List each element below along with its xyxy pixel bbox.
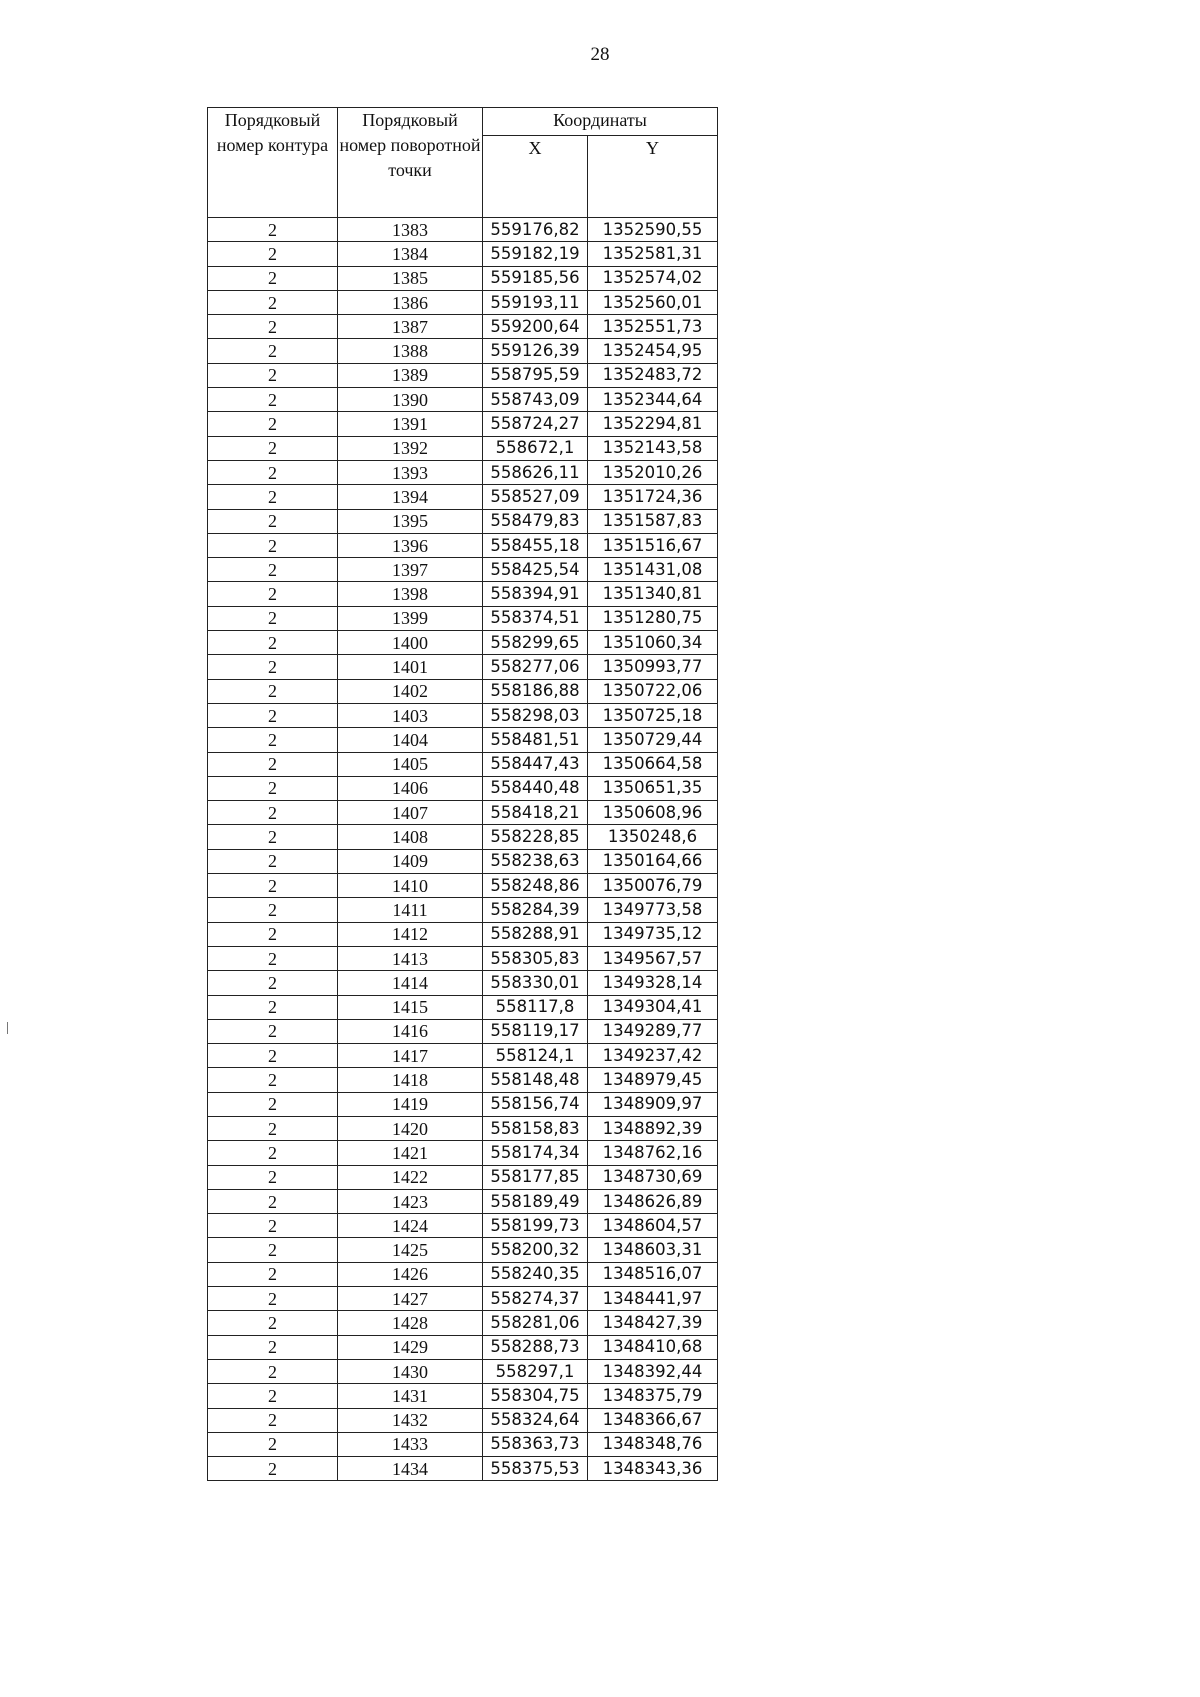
cell-x: 558324,64 xyxy=(483,1408,588,1432)
cell-point-number: 1388 xyxy=(338,339,483,363)
table-row xyxy=(208,922,718,946)
table-row xyxy=(208,1214,718,1238)
cell-point-number: 1432 xyxy=(338,1408,483,1432)
cell-contour-number: 2 xyxy=(208,825,338,849)
cell-point-number: 1389 xyxy=(338,363,483,387)
table-row xyxy=(208,436,718,460)
table-row xyxy=(208,1044,718,1068)
cell-contour-number: 2 xyxy=(208,1141,338,1165)
header-contour-number: Порядковый номер контура xyxy=(208,108,338,218)
cell-x: 559193,11 xyxy=(483,290,588,314)
cell-x: 559185,56 xyxy=(483,266,588,290)
cell-point-number: 1410 xyxy=(338,874,483,898)
cell-point-number: 1397 xyxy=(338,558,483,582)
cell-x: 558281,06 xyxy=(483,1311,588,1335)
table-row xyxy=(208,533,718,557)
cell-x: 559176,82 xyxy=(483,218,588,242)
cell-point-number: 1420 xyxy=(338,1116,483,1140)
cell-contour-number: 2 xyxy=(208,218,338,242)
cell-contour-number: 2 xyxy=(208,388,338,412)
cell-point-number: 1406 xyxy=(338,776,483,800)
cell-x: 558425,54 xyxy=(483,558,588,582)
cell-y: 1348730,69 xyxy=(588,1165,718,1189)
cell-contour-number: 2 xyxy=(208,1019,338,1043)
cell-x: 558240,35 xyxy=(483,1262,588,1286)
cell-point-number: 1422 xyxy=(338,1165,483,1189)
table-row xyxy=(208,703,718,727)
cell-point-number: 1409 xyxy=(338,849,483,873)
cell-x: 558288,73 xyxy=(483,1335,588,1359)
cell-point-number: 1399 xyxy=(338,606,483,630)
cell-point-number: 1403 xyxy=(338,703,483,727)
cell-contour-number: 2 xyxy=(208,703,338,727)
table-row xyxy=(208,1068,718,1092)
cell-point-number: 1398 xyxy=(338,582,483,606)
cell-point-number: 1426 xyxy=(338,1262,483,1286)
cell-y: 1352551,73 xyxy=(588,315,718,339)
cell-point-number: 1431 xyxy=(338,1384,483,1408)
cell-x: 558743,09 xyxy=(483,388,588,412)
cell-y: 1348604,57 xyxy=(588,1214,718,1238)
cell-contour-number: 2 xyxy=(208,606,338,630)
cell-x: 558479,83 xyxy=(483,509,588,533)
cell-y: 1351431,08 xyxy=(588,558,718,582)
table-row xyxy=(208,995,718,1019)
cell-contour-number: 2 xyxy=(208,1457,338,1481)
table-row xyxy=(208,266,718,290)
table-row xyxy=(208,825,718,849)
cell-y: 1348427,39 xyxy=(588,1311,718,1335)
cell-contour-number: 2 xyxy=(208,582,338,606)
cell-contour-number: 2 xyxy=(208,266,338,290)
cell-x: 558481,51 xyxy=(483,728,588,752)
cell-contour-number: 2 xyxy=(208,290,338,314)
cell-y: 1352344,64 xyxy=(588,388,718,412)
table-row xyxy=(208,412,718,436)
table-row xyxy=(208,218,718,242)
cell-contour-number: 2 xyxy=(208,1116,338,1140)
cell-x: 558374,51 xyxy=(483,606,588,630)
cell-y: 1352483,72 xyxy=(588,363,718,387)
cell-y: 1352010,26 xyxy=(588,460,718,484)
cell-point-number: 1383 xyxy=(338,218,483,242)
table-row xyxy=(208,1141,718,1165)
cell-contour-number: 2 xyxy=(208,1214,338,1238)
cell-point-number: 1418 xyxy=(338,1068,483,1092)
table-row xyxy=(208,971,718,995)
cell-x: 558363,73 xyxy=(483,1432,588,1456)
cell-contour-number: 2 xyxy=(208,363,338,387)
cell-y: 1352590,55 xyxy=(588,218,718,242)
cell-point-number: 1407 xyxy=(338,801,483,825)
table-row xyxy=(208,582,718,606)
cell-x: 559200,64 xyxy=(483,315,588,339)
cell-y: 1350651,35 xyxy=(588,776,718,800)
table-row xyxy=(208,655,718,679)
cell-contour-number: 2 xyxy=(208,874,338,898)
cell-y: 1352581,31 xyxy=(588,242,718,266)
cell-contour-number: 2 xyxy=(208,922,338,946)
cell-contour-number: 2 xyxy=(208,436,338,460)
cell-point-number: 1394 xyxy=(338,485,483,509)
cell-point-number: 1430 xyxy=(338,1359,483,1383)
table-row xyxy=(208,1262,718,1286)
table-row xyxy=(208,363,718,387)
cell-x: 558304,75 xyxy=(483,1384,588,1408)
cell-point-number: 1386 xyxy=(338,290,483,314)
cell-x: 558274,37 xyxy=(483,1287,588,1311)
table-row xyxy=(208,1432,718,1456)
table-row xyxy=(208,752,718,776)
cell-y: 1350729,44 xyxy=(588,728,718,752)
cell-contour-number: 2 xyxy=(208,1189,338,1213)
cell-y: 1351587,83 xyxy=(588,509,718,533)
cell-x: 558156,74 xyxy=(483,1092,588,1116)
header-x: X xyxy=(483,136,588,218)
table-row xyxy=(208,1165,718,1189)
table-header xyxy=(208,108,718,218)
cell-y: 1350608,96 xyxy=(588,801,718,825)
cell-x: 559126,39 xyxy=(483,339,588,363)
table-row xyxy=(208,1335,718,1359)
cell-point-number: 1402 xyxy=(338,679,483,703)
table-row xyxy=(208,242,718,266)
cell-contour-number: 2 xyxy=(208,898,338,922)
table-row xyxy=(208,509,718,533)
table-row xyxy=(208,1359,718,1383)
cell-x: 558124,1 xyxy=(483,1044,588,1068)
table-row xyxy=(208,388,718,412)
cell-point-number: 1408 xyxy=(338,825,483,849)
cell-x: 558298,03 xyxy=(483,703,588,727)
cell-y: 1348441,97 xyxy=(588,1287,718,1311)
cell-x: 558186,88 xyxy=(483,679,588,703)
cell-y: 1350722,06 xyxy=(588,679,718,703)
cell-y: 1348979,45 xyxy=(588,1068,718,1092)
cell-point-number: 1412 xyxy=(338,922,483,946)
cell-y: 1349237,42 xyxy=(588,1044,718,1068)
cell-y: 1349328,14 xyxy=(588,971,718,995)
table-row xyxy=(208,849,718,873)
cell-x: 558447,43 xyxy=(483,752,588,776)
cell-x: 558527,09 xyxy=(483,485,588,509)
cell-y: 1351724,36 xyxy=(588,485,718,509)
cell-point-number: 1400 xyxy=(338,631,483,655)
cell-x: 558305,83 xyxy=(483,946,588,970)
cell-contour-number: 2 xyxy=(208,1068,338,1092)
cell-contour-number: 2 xyxy=(208,1092,338,1116)
table-row xyxy=(208,1287,718,1311)
table-row xyxy=(208,1189,718,1213)
table-row xyxy=(208,290,718,314)
cell-point-number: 1413 xyxy=(338,946,483,970)
cell-contour-number: 2 xyxy=(208,1262,338,1286)
table-row xyxy=(208,1457,718,1481)
cell-y: 1352560,01 xyxy=(588,290,718,314)
cell-contour-number: 2 xyxy=(208,1044,338,1068)
cell-x: 558394,91 xyxy=(483,582,588,606)
cell-x: 558117,8 xyxy=(483,995,588,1019)
cell-y: 1351060,34 xyxy=(588,631,718,655)
cell-contour-number: 2 xyxy=(208,1165,338,1189)
table-row xyxy=(208,1311,718,1335)
cell-contour-number: 2 xyxy=(208,1335,338,1359)
cell-contour-number: 2 xyxy=(208,460,338,484)
cell-x: 558284,39 xyxy=(483,898,588,922)
table-row xyxy=(208,946,718,970)
cell-y: 1352294,81 xyxy=(588,412,718,436)
cell-point-number: 1416 xyxy=(338,1019,483,1043)
cell-x: 558330,01 xyxy=(483,971,588,995)
cell-x: 558375,53 xyxy=(483,1457,588,1481)
cell-contour-number: 2 xyxy=(208,1384,338,1408)
cell-contour-number: 2 xyxy=(208,849,338,873)
cell-point-number: 1427 xyxy=(338,1287,483,1311)
cell-x: 558158,83 xyxy=(483,1116,588,1140)
cell-contour-number: 2 xyxy=(208,728,338,752)
cell-y: 1351516,67 xyxy=(588,533,718,557)
cell-contour-number: 2 xyxy=(208,533,338,557)
cell-point-number: 1434 xyxy=(338,1457,483,1481)
cell-y: 1348366,67 xyxy=(588,1408,718,1432)
cell-point-number: 1395 xyxy=(338,509,483,533)
table-row xyxy=(208,1019,718,1043)
cell-x: 558672,1 xyxy=(483,436,588,460)
cell-point-number: 1393 xyxy=(338,460,483,484)
cell-point-number: 1384 xyxy=(338,242,483,266)
cell-point-number: 1415 xyxy=(338,995,483,1019)
cell-point-number: 1401 xyxy=(338,655,483,679)
cell-point-number: 1417 xyxy=(338,1044,483,1068)
table-row xyxy=(208,631,718,655)
cell-y: 1349773,58 xyxy=(588,898,718,922)
cell-y: 1348375,79 xyxy=(588,1384,718,1408)
cell-point-number: 1424 xyxy=(338,1214,483,1238)
cell-contour-number: 2 xyxy=(208,655,338,679)
table-row xyxy=(208,1116,718,1140)
cell-contour-number: 2 xyxy=(208,509,338,533)
table-row xyxy=(208,776,718,800)
cell-x: 558299,65 xyxy=(483,631,588,655)
cell-x: 558297,1 xyxy=(483,1359,588,1383)
cell-y: 1349304,41 xyxy=(588,995,718,1019)
cell-contour-number: 2 xyxy=(208,315,338,339)
cell-x: 558119,17 xyxy=(483,1019,588,1043)
cell-x: 558248,86 xyxy=(483,874,588,898)
cell-y: 1349735,12 xyxy=(588,922,718,946)
cell-x: 558418,21 xyxy=(483,801,588,825)
cell-contour-number: 2 xyxy=(208,1432,338,1456)
cell-y: 1350248,6 xyxy=(588,825,718,849)
cell-contour-number: 2 xyxy=(208,1311,338,1335)
cell-contour-number: 2 xyxy=(208,631,338,655)
cell-y: 1348516,07 xyxy=(588,1262,718,1286)
cell-point-number: 1425 xyxy=(338,1238,483,1262)
cell-point-number: 1391 xyxy=(338,412,483,436)
margin-mark xyxy=(7,1022,8,1034)
table-row xyxy=(208,460,718,484)
cell-y: 1350076,79 xyxy=(588,874,718,898)
cell-x: 558440,48 xyxy=(483,776,588,800)
cell-x: 558200,32 xyxy=(483,1238,588,1262)
cell-y: 1349289,77 xyxy=(588,1019,718,1043)
cell-contour-number: 2 xyxy=(208,1238,338,1262)
cell-contour-number: 2 xyxy=(208,995,338,1019)
table-row xyxy=(208,339,718,363)
cell-contour-number: 2 xyxy=(208,1408,338,1432)
table-row xyxy=(208,1408,718,1432)
cell-point-number: 1428 xyxy=(338,1311,483,1335)
cell-x: 558228,85 xyxy=(483,825,588,849)
table-row xyxy=(208,606,718,630)
cell-point-number: 1421 xyxy=(338,1141,483,1165)
cell-point-number: 1392 xyxy=(338,436,483,460)
table-row xyxy=(208,1384,718,1408)
cell-point-number: 1423 xyxy=(338,1189,483,1213)
cell-y: 1348626,89 xyxy=(588,1189,718,1213)
cell-y: 1350725,18 xyxy=(588,703,718,727)
table-row xyxy=(208,728,718,752)
cell-contour-number: 2 xyxy=(208,946,338,970)
cell-x: 558148,48 xyxy=(483,1068,588,1092)
cell-point-number: 1419 xyxy=(338,1092,483,1116)
cell-contour-number: 2 xyxy=(208,412,338,436)
cell-x: 558177,85 xyxy=(483,1165,588,1189)
table-row xyxy=(208,874,718,898)
table-row xyxy=(208,1238,718,1262)
cell-x: 558724,27 xyxy=(483,412,588,436)
cell-point-number: 1433 xyxy=(338,1432,483,1456)
cell-y: 1349567,57 xyxy=(588,946,718,970)
cell-x: 558626,11 xyxy=(483,460,588,484)
cell-x: 558189,49 xyxy=(483,1189,588,1213)
table-row xyxy=(208,679,718,703)
cell-x: 558795,59 xyxy=(483,363,588,387)
cell-contour-number: 2 xyxy=(208,801,338,825)
cell-x: 558238,63 xyxy=(483,849,588,873)
cell-point-number: 1387 xyxy=(338,315,483,339)
coordinates-table xyxy=(207,107,718,1481)
cell-y: 1350664,58 xyxy=(588,752,718,776)
cell-point-number: 1390 xyxy=(338,388,483,412)
cell-y: 1352454,95 xyxy=(588,339,718,363)
table-row xyxy=(208,898,718,922)
cell-y: 1350164,66 xyxy=(588,849,718,873)
cell-x: 558455,18 xyxy=(483,533,588,557)
cell-point-number: 1429 xyxy=(338,1335,483,1359)
cell-y: 1351340,81 xyxy=(588,582,718,606)
cell-contour-number: 2 xyxy=(208,242,338,266)
cell-y: 1348392,44 xyxy=(588,1359,718,1383)
header-coordinates: Координаты xyxy=(483,108,718,136)
cell-y: 1348892,39 xyxy=(588,1116,718,1140)
cell-contour-number: 2 xyxy=(208,1359,338,1383)
cell-contour-number: 2 xyxy=(208,971,338,995)
table-row xyxy=(208,558,718,582)
page-number: 28 xyxy=(590,44,610,65)
cell-y: 1348762,16 xyxy=(588,1141,718,1165)
cell-point-number: 1385 xyxy=(338,266,483,290)
table-row xyxy=(208,1092,718,1116)
cell-y: 1351280,75 xyxy=(588,606,718,630)
cell-contour-number: 2 xyxy=(208,752,338,776)
cell-x: 558277,06 xyxy=(483,655,588,679)
cell-y: 1348348,76 xyxy=(588,1432,718,1456)
cell-contour-number: 2 xyxy=(208,776,338,800)
cell-contour-number: 2 xyxy=(208,1287,338,1311)
table-row xyxy=(208,801,718,825)
cell-y: 1348343,36 xyxy=(588,1457,718,1481)
cell-x: 558199,73 xyxy=(483,1214,588,1238)
table-row xyxy=(208,315,718,339)
cell-x: 559182,19 xyxy=(483,242,588,266)
cell-contour-number: 2 xyxy=(208,679,338,703)
cell-y: 1352574,02 xyxy=(588,266,718,290)
cell-point-number: 1414 xyxy=(338,971,483,995)
cell-point-number: 1396 xyxy=(338,533,483,557)
cell-point-number: 1404 xyxy=(338,728,483,752)
table-row xyxy=(208,485,718,509)
cell-point-number: 1405 xyxy=(338,752,483,776)
cell-contour-number: 2 xyxy=(208,485,338,509)
header-y: Y xyxy=(588,136,718,218)
table-body xyxy=(208,218,718,1481)
cell-y: 1348603,31 xyxy=(588,1238,718,1262)
cell-x: 558288,91 xyxy=(483,922,588,946)
cell-point-number: 1411 xyxy=(338,898,483,922)
header-point-number: Порядковый номер поворотной точки xyxy=(338,108,483,218)
cell-y: 1348909,97 xyxy=(588,1092,718,1116)
cell-y: 1348410,68 xyxy=(588,1335,718,1359)
cell-contour-number: 2 xyxy=(208,339,338,363)
cell-y: 1350993,77 xyxy=(588,655,718,679)
cell-contour-number: 2 xyxy=(208,558,338,582)
cell-y: 1352143,58 xyxy=(588,436,718,460)
cell-x: 558174,34 xyxy=(483,1141,588,1165)
